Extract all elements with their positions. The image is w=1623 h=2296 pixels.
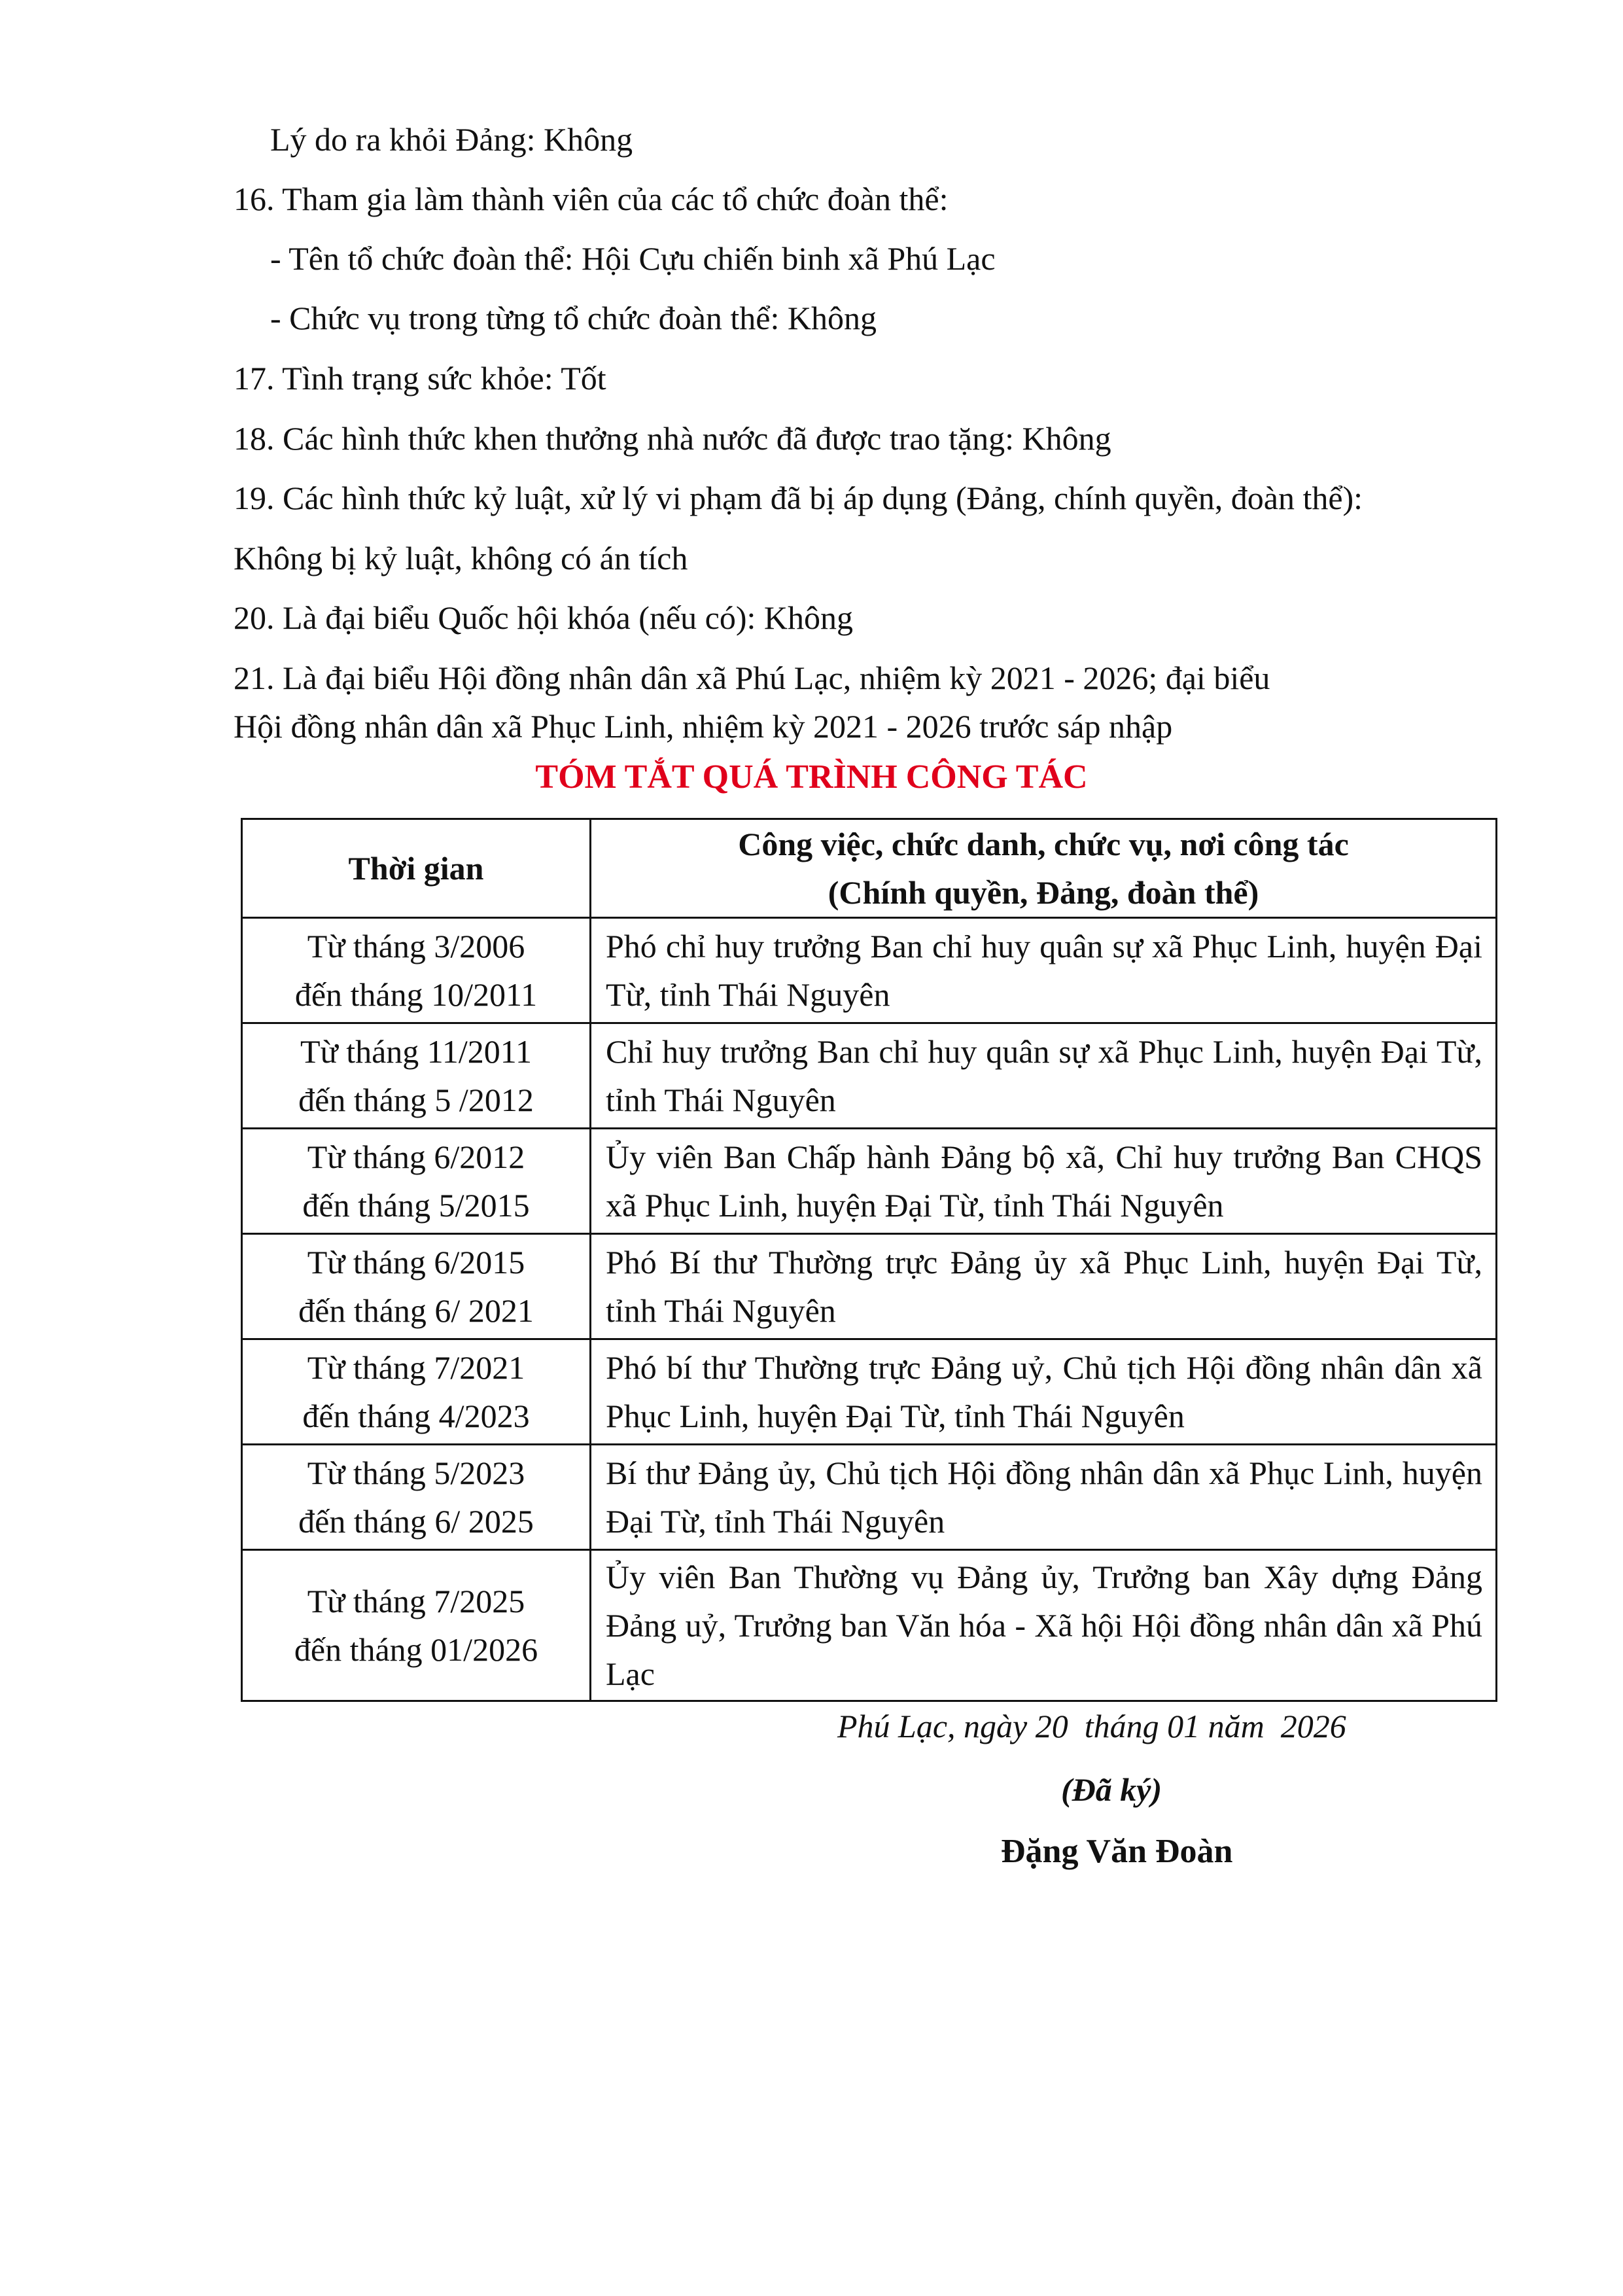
table-row <box>242 1234 1497 1339</box>
period-cell <box>242 1129 591 1234</box>
period-to: đến tháng 6/ 2021 <box>298 1292 534 1329</box>
item-20-national-assembly: 20. Là đại biểu Quốc hội khóa (nếu có): Không <box>234 599 853 636</box>
period-cell <box>242 918 591 1023</box>
job-cell: Phó bí thư Thường trực Đảng uỷ, Chủ tịch Hội đồng nhân dân xã Phục Linh, huyện Đại Từ, tỉnh Thái Nguyên <box>591 1339 1497 1445</box>
period-from: Từ tháng 3/2006 <box>307 928 525 964</box>
period-cell <box>242 1550 591 1701</box>
period-cell <box>242 1023 591 1129</box>
item-17-health: 17. Tình trạng sức khỏe: Tốt <box>234 360 606 397</box>
period-to: đến tháng 5 /2012 <box>298 1082 534 1118</box>
period-from: Từ tháng 7/2025 <box>307 1583 525 1619</box>
header-job-line-1: Công việc, chức danh, chức vụ, nơi công tác <box>738 826 1349 862</box>
organization-position: - Chức vụ trong từng tổ chức đoàn thể: Không <box>270 300 877 336</box>
period-to: đến tháng 10/2011 <box>294 976 538 1013</box>
period-from: Từ tháng 7/2021 <box>307 1349 525 1386</box>
table-row <box>242 1023 1497 1129</box>
item-16-heading: 16. Tham gia làm thành viên của các tổ chức đoàn thể: <box>234 181 949 217</box>
period-to: đến tháng 4/2023 <box>302 1398 530 1434</box>
table-row <box>242 1339 1497 1445</box>
organization-name: - Tên tổ chức đoàn thể: Hội Cựu chiến binh xã Phú Lạc <box>270 240 996 277</box>
period-cell <box>242 1234 591 1339</box>
item-21-line-1: 21. Là đại biểu Hội đồng nhân dân xã Phú Lạc, nhiệm kỳ 2021 - 2026; đại biểu <box>234 660 1270 696</box>
table-row <box>242 1445 1497 1550</box>
period-to: đến tháng 5/2015 <box>302 1187 530 1224</box>
period-from: Từ tháng 11/2011 <box>300 1033 532 1070</box>
table-header-row <box>242 819 1497 918</box>
job-cell: Chỉ huy trưởng Ban chỉ huy quân sự xã Phục Linh, huyện Đại Từ, tỉnh Thái Nguyên <box>591 1023 1497 1129</box>
period-from: Từ tháng 6/2012 <box>307 1139 525 1175</box>
header-job-line-2: (Chính quyền, Đảng, đoàn thể) <box>828 874 1259 911</box>
table-row <box>242 1129 1497 1234</box>
party-exit-reason: Lý do ra khỏi Đảng: Không <box>270 121 633 158</box>
career-table <box>241 818 1497 1702</box>
table-row <box>242 918 1497 1023</box>
item-18-awards: 18. Các hình thức khen thưởng nhà nước đã được trao tặng: Không <box>234 420 1111 457</box>
header-job <box>591 819 1497 918</box>
signer-name: Đặng Văn Đoàn <box>1001 1833 1233 1870</box>
table-row <box>242 1550 1497 1701</box>
job-cell: Phó chỉ huy trưởng Ban chỉ huy quân sự xã Phục Linh, huyện Đại Từ, tỉnh Thái Nguyên <box>591 918 1497 1023</box>
period-from: Từ tháng 6/2015 <box>307 1244 525 1280</box>
item-21-line-2: Hội đồng nhân dân xã Phục Linh, nhiệm kỳ 2021 - 2026 trước sáp nhập <box>234 708 1173 745</box>
header-time: Thời gian <box>242 819 591 918</box>
job-cell: Ủy viên Ban Thường vụ Đảng ủy, Trưởng ban Xây dựng Đảng Đảng uỷ, Trưởng ban Văn hóa - Xã hội Hội đồng nhân dân xã Phú Lạc <box>591 1550 1497 1701</box>
place-date: Phú Lạc, ngày 20 tháng 01 năm 2026 <box>837 1708 1346 1744</box>
period-from: Từ tháng 5/2023 <box>307 1455 525 1491</box>
item-19-discipline: 19. Các hình thức kỷ luật, xử lý vi phạm đã bị áp dụng (Đảng, chính quyền, đoàn thể): <box>234 480 1363 516</box>
item-19-answer: Không bị kỷ luật, không có án tích <box>234 540 688 576</box>
period-cell <box>242 1339 591 1445</box>
career-summary-title: TÓM TẮT QUÁ TRÌNH CÔNG TÁC <box>535 758 1088 796</box>
job-cell: Phó Bí thư Thường trực Đảng ủy xã Phục Linh, huyện Đại Từ, tỉnh Thái Nguyên <box>591 1234 1497 1339</box>
period-cell <box>242 1445 591 1550</box>
job-cell: Ủy viên Ban Chấp hành Đảng bộ xã, Chỉ huy trưởng Ban CHQS xã Phục Linh, huyện Đại Từ, tỉnh Thái Nguyên <box>591 1129 1497 1234</box>
period-to: đến tháng 6/ 2025 <box>298 1503 534 1540</box>
period-to: đến tháng 01/2026 <box>294 1631 538 1668</box>
job-cell: Bí thư Đảng ủy, Chủ tịch Hội đồng nhân dân xã Phục Linh, huyện Đại Từ, tỉnh Thái Nguyên <box>591 1445 1497 1550</box>
signed-note: (Đã ký) <box>1061 1771 1162 1808</box>
